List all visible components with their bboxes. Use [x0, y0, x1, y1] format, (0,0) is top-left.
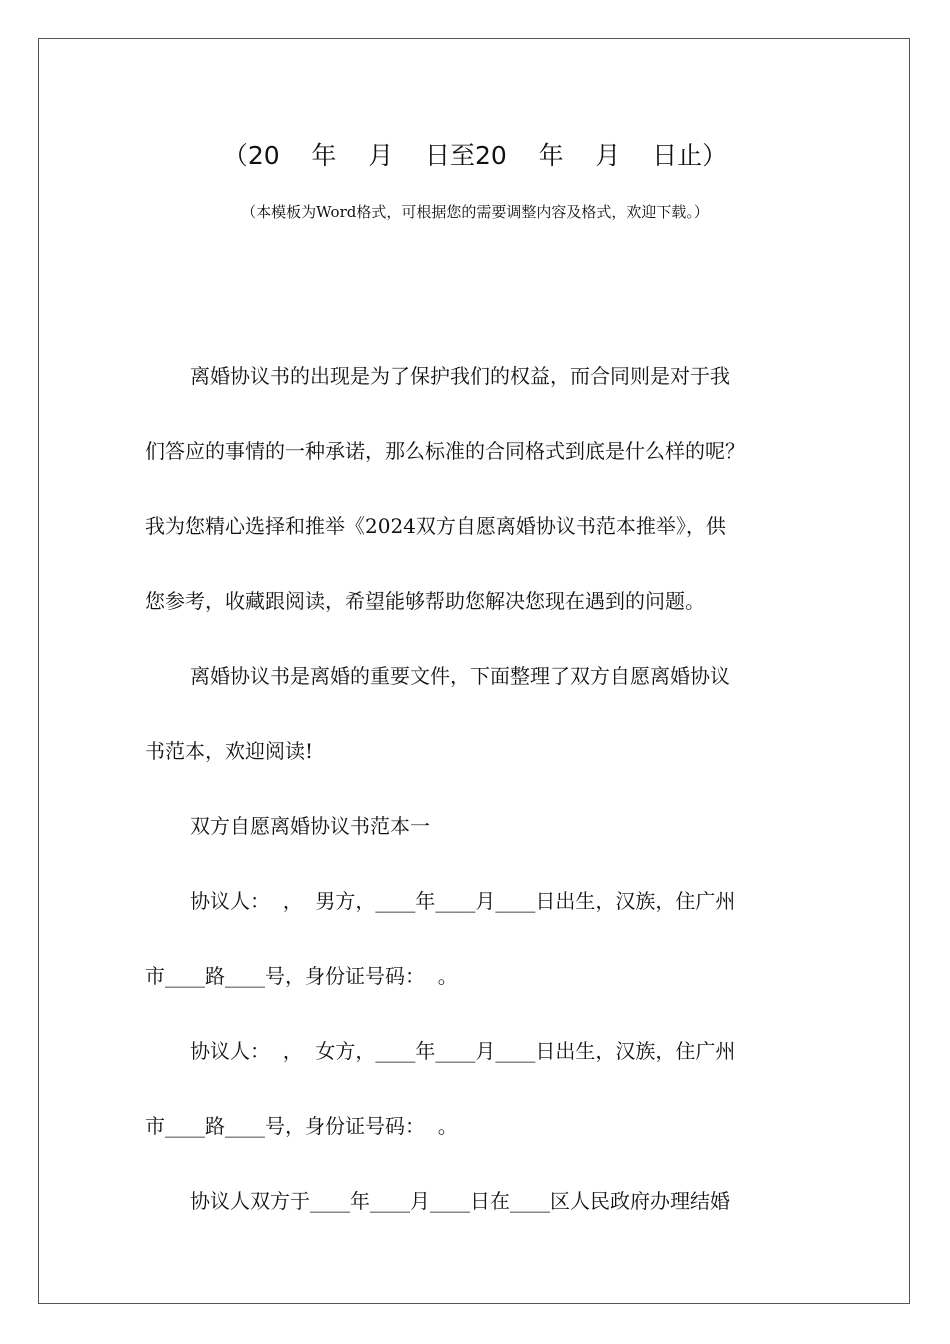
text-line: 您参考，收藏跟阅读，希望能够帮助您解决您现在遇到的问题。 — [145, 589, 705, 613]
date-range-heading: （20 年 月 日至20 年 月 日止） — [222, 141, 728, 170]
text-line: 市____路____号，身份证号码： 。 — [145, 1114, 458, 1138]
text-line: 市____路____号，身份证号码： 。 — [145, 964, 458, 988]
paragraph-party-female — [145, 1014, 815, 1164]
section-title — [145, 789, 815, 864]
text-line: 书范本，欢迎阅读! — [145, 739, 314, 763]
paragraph-intro — [145, 339, 815, 639]
paragraph-marriage-registration — [145, 1164, 815, 1239]
text-line: 协议人： ， 女方，____年____月____日出生，汉族，住广州 — [190, 1039, 736, 1063]
text-line: 们答应的事情的一种承诺，那么标准的合同格式到底是什么样的呢？ — [145, 439, 745, 463]
paragraph-description — [145, 639, 815, 789]
document-body — [145, 339, 815, 1239]
text-line: 我为您精心选择和推举《2024双方自愿离婚协议书范本推举》，供 — [145, 514, 726, 538]
paragraph-party-male — [145, 864, 815, 1014]
text-line: 协议人双方于____年____月____日在____区人民政府办理结婚 — [190, 1189, 730, 1213]
section-title-text: 双方自愿离婚协议书范本一 — [190, 814, 430, 838]
text-line: 协议人： ， 男方，____年____月____日出生，汉族，住广州 — [190, 889, 736, 913]
text-line: 离婚协议书的出现是为了保护我们的权益，而合同则是对于我 — [190, 364, 730, 388]
text-line: 离婚协议书是离婚的重要文件，下面整理了双方自愿离婚协议 — [190, 664, 730, 688]
template-note: （本模板为Word格式，可根据您的需要调整内容及格式，欢迎下载。） — [241, 203, 709, 221]
